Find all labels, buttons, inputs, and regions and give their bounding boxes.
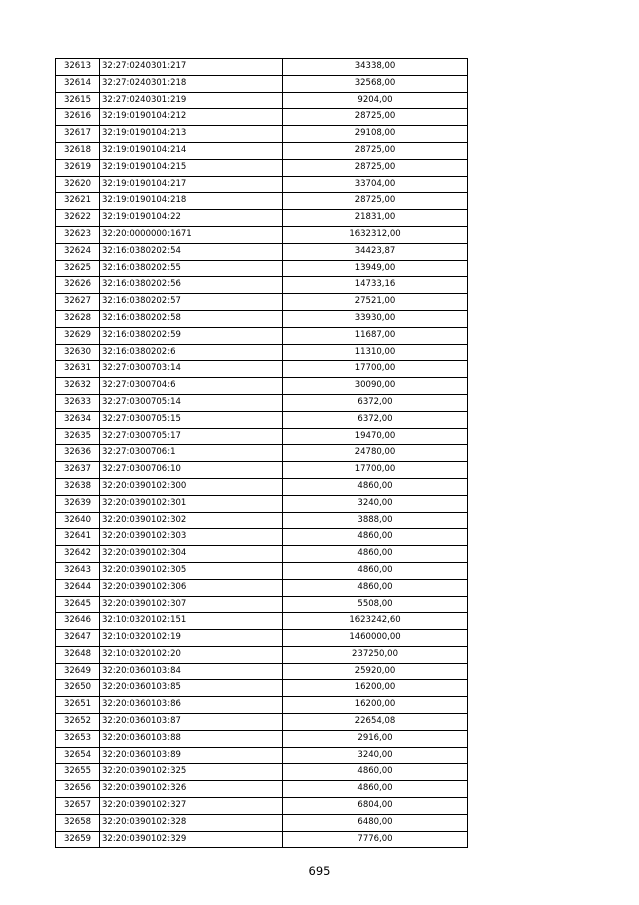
cadastral-number: 32:20:0390102:329 [100, 831, 283, 848]
cadastral-value: 3888,00 [283, 512, 468, 529]
table-row [56, 59, 468, 76]
cadastral-number: 32:27:0300705:17 [100, 428, 283, 445]
cadastral-number: 32:20:0390102:328 [100, 814, 283, 831]
table-row [56, 394, 468, 411]
cadastral-value: 30090,00 [283, 378, 468, 395]
row-number: 32621 [56, 193, 100, 210]
row-number: 32632 [56, 378, 100, 395]
cadastral-number: 32:20:0360103:84 [100, 663, 283, 680]
table-row [56, 210, 468, 227]
cadastral-number: 32:19:0190104:214 [100, 142, 283, 159]
row-number: 32615 [56, 92, 100, 109]
cadastral-value: 2916,00 [283, 730, 468, 747]
cadastral-value: 29108,00 [283, 126, 468, 143]
cadastral-value: 17700,00 [283, 462, 468, 479]
row-number: 32629 [56, 327, 100, 344]
cadastral-value: 32568,00 [283, 75, 468, 92]
row-number: 32619 [56, 159, 100, 176]
cadastral-number: 32:20:0360103:88 [100, 730, 283, 747]
row-number: 32643 [56, 562, 100, 579]
table-row [56, 747, 468, 764]
cadastral-value: 11310,00 [283, 344, 468, 361]
cadastral-value: 4860,00 [283, 529, 468, 546]
cadastral-value: 1623242,60 [283, 613, 468, 630]
cadastral-number: 32:20:0390102:303 [100, 529, 283, 546]
table-row [56, 277, 468, 294]
table-row [56, 445, 468, 462]
cadastral-number: 32:20:0390102:327 [100, 798, 283, 815]
table-row [56, 730, 468, 747]
table-row [56, 495, 468, 512]
cadastral-number: 32:20:0390102:305 [100, 562, 283, 579]
row-number: 32647 [56, 630, 100, 647]
cadastral-value: 28725,00 [283, 159, 468, 176]
cadastral-value: 7776,00 [283, 831, 468, 848]
cadastral-number: 32:20:0000000:1671 [100, 226, 283, 243]
cadastral-value: 27521,00 [283, 294, 468, 311]
table-row [56, 294, 468, 311]
row-number: 32628 [56, 310, 100, 327]
table-row [56, 142, 468, 159]
row-number: 32627 [56, 294, 100, 311]
cadastral-value: 6372,00 [283, 394, 468, 411]
row-number: 32636 [56, 445, 100, 462]
cadastral-value: 5508,00 [283, 596, 468, 613]
cadastral-value: 237250,00 [283, 646, 468, 663]
table-row [56, 310, 468, 327]
cadastral-value: 4860,00 [283, 579, 468, 596]
row-number: 32614 [56, 75, 100, 92]
row-number: 32651 [56, 697, 100, 714]
row-number: 32631 [56, 361, 100, 378]
cadastral-value: 4860,00 [283, 546, 468, 563]
row-number: 32650 [56, 680, 100, 697]
cadastral-number: 32:27:0240301:218 [100, 75, 283, 92]
cadastral-value: 4860,00 [283, 764, 468, 781]
table-row [56, 243, 468, 260]
row-number: 32645 [56, 596, 100, 613]
table-row [56, 764, 468, 781]
cadastral-value: 13949,00 [283, 260, 468, 277]
row-number: 32654 [56, 747, 100, 764]
cadastral-number: 32:19:0190104:212 [100, 109, 283, 126]
row-number: 32652 [56, 714, 100, 731]
row-number: 32659 [56, 831, 100, 848]
table-row [56, 159, 468, 176]
table-row [56, 478, 468, 495]
cadastral-value: 6480,00 [283, 814, 468, 831]
row-number: 32623 [56, 226, 100, 243]
table-row [56, 462, 468, 479]
cadastral-number: 32:20:0390102:307 [100, 596, 283, 613]
cadastral-number: 32:27:0300706:1 [100, 445, 283, 462]
row-number: 32644 [56, 579, 100, 596]
row-number: 32648 [56, 646, 100, 663]
table-row [56, 126, 468, 143]
cadastral-number: 32:19:0190104:213 [100, 126, 283, 143]
cadastral-number: 32:27:0240301:219 [100, 92, 283, 109]
page-number: 695 [308, 864, 331, 878]
row-number: 32634 [56, 411, 100, 428]
cadastral-number: 32:16:0380202:57 [100, 294, 283, 311]
cadastral-number: 32:20:0390102:302 [100, 512, 283, 529]
cadastral-number: 32:16:0380202:58 [100, 310, 283, 327]
cadastral-value-table [55, 58, 468, 848]
cadastral-value: 33704,00 [283, 176, 468, 193]
table-row [56, 411, 468, 428]
row-number: 32622 [56, 210, 100, 227]
row-number: 32658 [56, 814, 100, 831]
row-number: 32639 [56, 495, 100, 512]
table-row [56, 361, 468, 378]
cadastral-value: 33930,00 [283, 310, 468, 327]
row-number: 32637 [56, 462, 100, 479]
cadastral-number: 32:27:0300705:14 [100, 394, 283, 411]
cadastral-value: 4860,00 [283, 478, 468, 495]
table-row [56, 378, 468, 395]
cadastral-value: 9204,00 [283, 92, 468, 109]
cadastral-value: 16200,00 [283, 697, 468, 714]
table-row [56, 831, 468, 848]
cadastral-value: 4860,00 [283, 781, 468, 798]
cadastral-number: 32:20:0390102:304 [100, 546, 283, 563]
cadastral-number: 32:27:0300704:6 [100, 378, 283, 395]
table-row [56, 226, 468, 243]
row-number: 32624 [56, 243, 100, 260]
table-row [56, 327, 468, 344]
table-row [56, 260, 468, 277]
cadastral-number: 32:27:0300705:15 [100, 411, 283, 428]
row-number: 32626 [56, 277, 100, 294]
table-row [56, 697, 468, 714]
table-row [56, 663, 468, 680]
cadastral-value: 16200,00 [283, 680, 468, 697]
table-row [56, 75, 468, 92]
cadastral-value: 17700,00 [283, 361, 468, 378]
cadastral-value: 21831,00 [283, 210, 468, 227]
cadastral-number: 32:20:0390102:301 [100, 495, 283, 512]
cadastral-number: 32:16:0380202:59 [100, 327, 283, 344]
cadastral-value: 6804,00 [283, 798, 468, 815]
row-number: 32655 [56, 764, 100, 781]
cadastral-number: 32:20:0390102:300 [100, 478, 283, 495]
table-row [56, 613, 468, 630]
cadastral-value: 4860,00 [283, 562, 468, 579]
table-row [56, 714, 468, 731]
cadastral-number: 32:19:0190104:218 [100, 193, 283, 210]
cadastral-number: 32:20:0360103:86 [100, 697, 283, 714]
table-row [56, 546, 468, 563]
row-number: 32630 [56, 344, 100, 361]
row-number: 32657 [56, 798, 100, 815]
row-number: 32625 [56, 260, 100, 277]
cadastral-number: 32:27:0300703:14 [100, 361, 283, 378]
cadastral-number: 32:27:0300706:10 [100, 462, 283, 479]
table-row [56, 193, 468, 210]
cadastral-number: 32:19:0190104:22 [100, 210, 283, 227]
cadastral-number: 32:10:0320102:20 [100, 646, 283, 663]
table-row [56, 630, 468, 647]
cadastral-value: 22654,08 [283, 714, 468, 731]
table-row [56, 680, 468, 697]
row-number: 32616 [56, 109, 100, 126]
row-number: 32613 [56, 59, 100, 76]
cadastral-value: 28725,00 [283, 109, 468, 126]
row-number: 32618 [56, 142, 100, 159]
row-number: 32646 [56, 613, 100, 630]
cadastral-number: 32:20:0390102:306 [100, 579, 283, 596]
table-row [56, 176, 468, 193]
cadastral-value: 19470,00 [283, 428, 468, 445]
row-number: 32635 [56, 428, 100, 445]
cadastral-value: 34338,00 [283, 59, 468, 76]
table-row [56, 512, 468, 529]
cadastral-value: 11687,00 [283, 327, 468, 344]
row-number: 32641 [56, 529, 100, 546]
table-row [56, 344, 468, 361]
table-row [56, 92, 468, 109]
row-number: 32620 [56, 176, 100, 193]
table-row [56, 562, 468, 579]
table-row [56, 529, 468, 546]
table-row [56, 646, 468, 663]
row-number: 32642 [56, 546, 100, 563]
row-number: 32656 [56, 781, 100, 798]
cadastral-value: 3240,00 [283, 747, 468, 764]
row-number: 32649 [56, 663, 100, 680]
table-row [56, 109, 468, 126]
cadastral-number: 32:10:0320102:151 [100, 613, 283, 630]
cadastral-value: 1632312,00 [283, 226, 468, 243]
cadastral-value: 6372,00 [283, 411, 468, 428]
cadastral-number: 32:16:0380202:6 [100, 344, 283, 361]
cadastral-number: 32:20:0390102:326 [100, 781, 283, 798]
cadastral-value: 3240,00 [283, 495, 468, 512]
row-number: 32640 [56, 512, 100, 529]
cadastral-number: 32:10:0320102:19 [100, 630, 283, 647]
table-row [56, 798, 468, 815]
row-number: 32638 [56, 478, 100, 495]
cadastral-value: 28725,00 [283, 193, 468, 210]
cadastral-number: 32:20:0360103:89 [100, 747, 283, 764]
cadastral-value: 34423,87 [283, 243, 468, 260]
row-number: 32617 [56, 126, 100, 143]
table-row [56, 428, 468, 445]
cadastral-number: 32:20:0360103:85 [100, 680, 283, 697]
cadastral-value: 24780,00 [283, 445, 468, 462]
table-row [56, 596, 468, 613]
cadastral-number: 32:16:0380202:54 [100, 243, 283, 260]
row-number: 32633 [56, 394, 100, 411]
cadastral-number: 32:20:0390102:325 [100, 764, 283, 781]
cadastral-number: 32:16:0380202:56 [100, 277, 283, 294]
cadastral-number: 32:19:0190104:215 [100, 159, 283, 176]
cadastral-number: 32:20:0360103:87 [100, 714, 283, 731]
cadastral-value: 1460000,00 [283, 630, 468, 647]
cadastral-number: 32:19:0190104:217 [100, 176, 283, 193]
table-body [56, 59, 468, 848]
table-row [56, 814, 468, 831]
cadastral-number: 32:16:0380202:55 [100, 260, 283, 277]
cadastral-value: 14733,16 [283, 277, 468, 294]
table-row [56, 579, 468, 596]
table-row [56, 781, 468, 798]
row-number: 32653 [56, 730, 100, 747]
cadastral-value: 28725,00 [283, 142, 468, 159]
cadastral-number: 32:27:0240301:217 [100, 59, 283, 76]
cadastral-value: 25920,00 [283, 663, 468, 680]
